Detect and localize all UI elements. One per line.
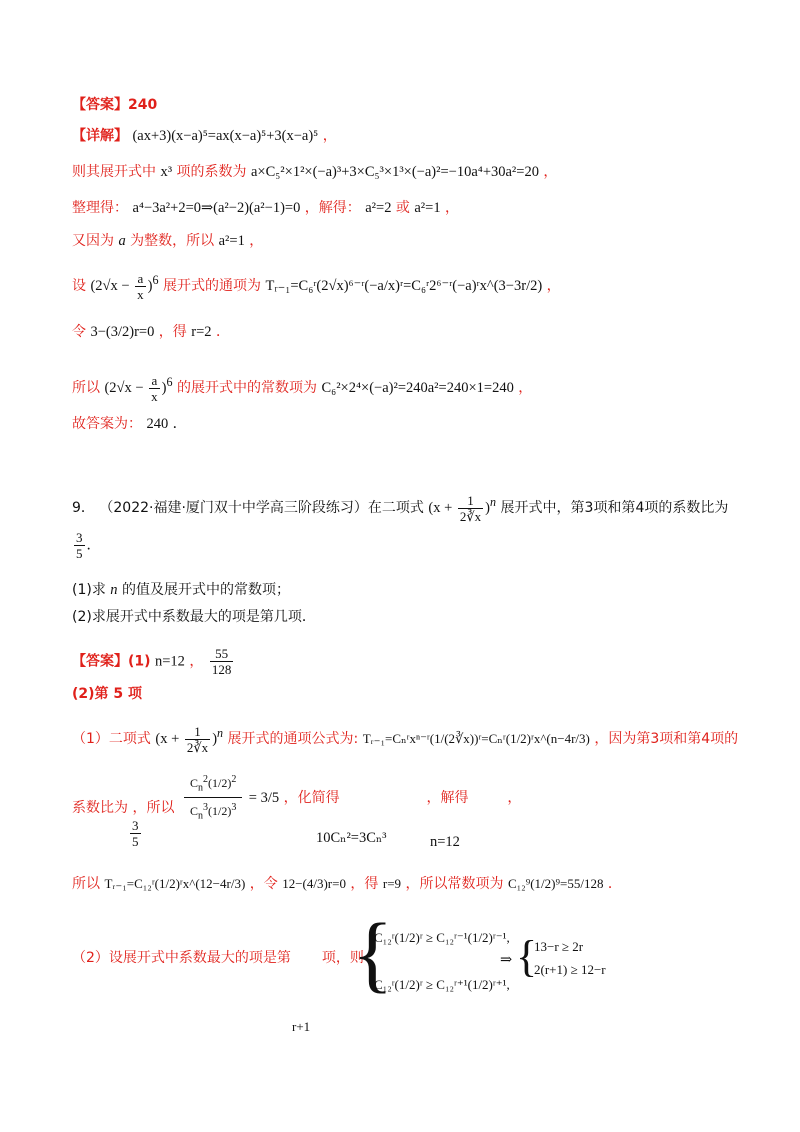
- solution-1-text: （1）二项式: [72, 730, 151, 747]
- ratio-text-2: ，所以: [132, 800, 175, 816]
- const-text-4: ，所以常数项为: [405, 876, 504, 892]
- simplify-text-2: ，化简得: [283, 789, 340, 806]
- ratio-text: 系数比为: [72, 800, 128, 816]
- detail-label: 【详解】: [72, 128, 128, 144]
- general-text-2: 展开式的通项为: [163, 277, 262, 294]
- binomial-expression: (2√x − $\frac{a}{x}$ )$^6$: [90, 271, 159, 302]
- general-term-expression: Tᵣ₋₁=C₆ʳ(2√x)⁶⁻ʳ(−a/x)ʳ=C₆ʳ2⁶⁻ʳ(−a)ʳx^(3−3r/2): [265, 277, 543, 294]
- integer-text-2: 为整数，所以: [130, 233, 215, 249]
- answer-label: 【答案】240: [72, 97, 158, 113]
- final-answer-line: 故答案为： 240 ．: [72, 416, 187, 432]
- part1-question: [72, 580, 290, 600]
- ratio-solution-fraction: $\frac{3}{5}$: [132, 818, 139, 849]
- implies-arrow: ⇒: [500, 952, 513, 968]
- integer-text: 又因为: [72, 233, 114, 249]
- ratio-solution-line: [72, 798, 174, 818]
- set-text: 令: [72, 324, 86, 340]
- question-number: 9．: [72, 499, 95, 516]
- r-value: r=2: [191, 324, 212, 340]
- const-r-value: r=9: [382, 876, 402, 891]
- coefficient-text-2: 项的系数为: [176, 164, 247, 180]
- solution-1-text-5: 项的: [710, 730, 739, 747]
- simplify-text: 整理得：: [72, 200, 128, 216]
- solution-1: a²=2: [365, 200, 392, 216]
- ratio-big-fraction: $\frac{C_n^2(1/2)^2}{C_n^3(1/2)^3}$ = 3/5 ，化简得 ，解得 ，: [182, 770, 521, 826]
- solution-2-text: （2）设展开式中系数最大的项是第: [72, 950, 291, 966]
- solution-1-line: [72, 723, 738, 755]
- var-n: n: [110, 582, 118, 598]
- detail-line: 【详解】 (ax+3)(x−a)⁵=ax(x−a)⁵+3(x−a)⁵ ，: [72, 128, 337, 144]
- constant-expression: C₆²×2⁴×(−a)²=240a²=240×1=240: [321, 379, 514, 396]
- term-3: 3: [584, 499, 594, 516]
- final-text: 故答案为：: [72, 416, 142, 432]
- sol-term-4: 4: [701, 730, 711, 747]
- inequality-1: C₁₂ʳ(1/2)ʳ ≥ C₁₂ʳ⁻¹(1/2)ʳ⁻¹,: [374, 930, 510, 945]
- answer-2-part2: (2)第 5 项: [72, 686, 143, 702]
- solution-binomial: (x + $\frac{1}{2∛x}$ )$^n$: [155, 724, 224, 755]
- question-source: （2022·福建·厦门双十中学高三阶段练习）在二项式: [99, 499, 424, 516]
- question-text-4: 项的系数比为: [644, 499, 729, 516]
- n-value: n=12: [155, 653, 185, 670]
- general-text: 设: [72, 277, 86, 294]
- constant-line: 所以 (2√x − $\frac{a}{x}$ )$^6$ 的展开式中的常数项为 C₆²×2⁴×(−a)²=240a²=240×1=240 ，: [72, 373, 533, 404]
- left-brace: {: [352, 905, 394, 1001]
- right-brace: {: [516, 932, 538, 981]
- const-value: C₁₂⁹(1/2)⁹=55/128: [507, 876, 604, 891]
- integer-line: 又因为 a 为整数，所以 a²=1 ，: [72, 233, 264, 249]
- constant-fraction: $\frac{55}{128}$: [211, 646, 232, 677]
- simplify-expression: a⁴−3a²+2=0⇒(a²−2)(a²−1)=0: [132, 200, 301, 216]
- n-solution: n=12: [430, 834, 460, 850]
- x-cubed: x³: [160, 164, 173, 180]
- or-text: 或: [395, 200, 410, 216]
- question-text-2: 展开式中，第: [500, 499, 585, 516]
- const-text-2: ，令: [249, 876, 278, 892]
- inequality-2: C₁₂ʳ(1/2)ʳ ≥ C₁₂ʳ⁺¹(1/2)ʳ⁺¹,: [374, 977, 510, 992]
- result-1: 13−r ≥ 2r: [534, 939, 584, 954]
- question-text-3: 项和第: [593, 499, 636, 516]
- question-binomial: (x + $\frac{1}{2∛x}$ )$^n$: [428, 493, 497, 524]
- part2-question: (2)求展开式中系数最大的项是第几项．: [72, 609, 316, 625]
- get-text: ，得: [158, 324, 187, 340]
- solution-2-text-2: 项，则: [321, 950, 364, 966]
- part1-text-2: 的值及展开式中的常数项；: [122, 582, 290, 598]
- solution-1-expression: Tᵣ₋₁=Cₙʳxⁿ⁻ʳ(1/(2∛x))ʳ=Cₙʳ(1/2)ʳx^(n−4r/3): [362, 730, 590, 746]
- solution-2: a²=1: [414, 200, 441, 216]
- const-text-3: ，得: [350, 876, 379, 892]
- coefficient-text: 则其展开式中: [72, 164, 156, 180]
- constant-text: 所以: [72, 379, 100, 396]
- simplify-line: 整理得： a⁴−3a²+2=0⇒(a²−2)(a²−1)=0 ，解得： a²=2 或 a²=1 ，: [72, 200, 460, 216]
- solve-text: ，解得：: [304, 200, 361, 216]
- final-value: 240: [146, 416, 169, 432]
- part1-text: (1)求: [72, 582, 106, 598]
- result-2: 2(r+1) ≥ 12−r: [534, 962, 606, 977]
- const-text: 所以: [72, 876, 100, 892]
- ratio-rhs: = 3/5: [248, 789, 280, 806]
- solution-1-text-3: ，因为第: [594, 730, 651, 747]
- detail-expression: (ax+3)(x−a)⁵=ax(x−a)⁵+3(x−a)⁵: [132, 128, 319, 144]
- var-a: a: [118, 233, 126, 249]
- ratio-line: $\frac{3}{5}$ ．: [76, 530, 101, 561]
- solution-1-text-2: 展开式的通项公式为:: [227, 730, 359, 747]
- answer-2-line: 【答案】(1) n=12 ， $\frac{55}{128}$: [72, 646, 232, 677]
- set-r-line: 令 3−(3/2)r=0 ，得 r=2 ．: [72, 324, 230, 340]
- coefficient-line: 则其展开式中 x³ 项的系数为 a×C₅²×1²×(−a)³+3×C₅³×1³×(−a)²=−10a⁴+30a²=20 ，: [72, 164, 558, 180]
- const-general-term: Tᵣ₋₁=C₁₂ʳ(1/2)ʳx^(12−4r/3): [104, 876, 246, 891]
- solve-text-2: ，解得: [426, 789, 469, 806]
- constant-text-2: 的展开式中的常数项为: [177, 379, 318, 396]
- simplified-equation: 10Cₙ²=3Cₙ³: [316, 830, 387, 846]
- integer-result: a²=1: [218, 233, 245, 249]
- ratio-fraction: $\frac{3}{5}$: [76, 530, 83, 561]
- general-term-line: 设 (2√x − $\frac{a}{x}$ )$^6$ 展开式的通项为 Tᵣ₋₁=C₆ʳ(2√x)⁶⁻ʳ(−a/x)ʳ=C₆ʳ2⁶⁻ʳ(−a)ʳx^(3−3r/2) ，: [72, 271, 561, 302]
- set-expression: 3−(3/2)r=0: [90, 324, 155, 340]
- term-4: 4: [635, 499, 645, 516]
- answer-2-label: 【答案】(1): [72, 653, 151, 670]
- const-equation: 12−(4/3)r=0: [282, 876, 346, 891]
- binomial-expression-2: (2√x − $\frac{a}{x}$ )$^6$: [104, 373, 173, 404]
- solution-2-line: [72, 948, 364, 968]
- solution-1-text-4: 项和第: [659, 730, 702, 747]
- sol-term-3: 3: [650, 730, 660, 747]
- r-plus-one: r+1: [292, 1019, 311, 1034]
- constant-solution-line: 所以 Tᵣ₋₁=C₁₂ʳ(1/2)ʳx^(12−4r/3) ，令 12−(4/3)r=0 ，得 r=9 ，所以常数项为 C₁₂⁹(1/2)⁹=55/128 ．: [72, 876, 622, 892]
- coefficient-expression: a×C₅²×1²×(−a)³+3×C₅³×1³×(−a)²=−10a⁴+30a²=20: [250, 164, 539, 180]
- question-9-line: [72, 492, 728, 524]
